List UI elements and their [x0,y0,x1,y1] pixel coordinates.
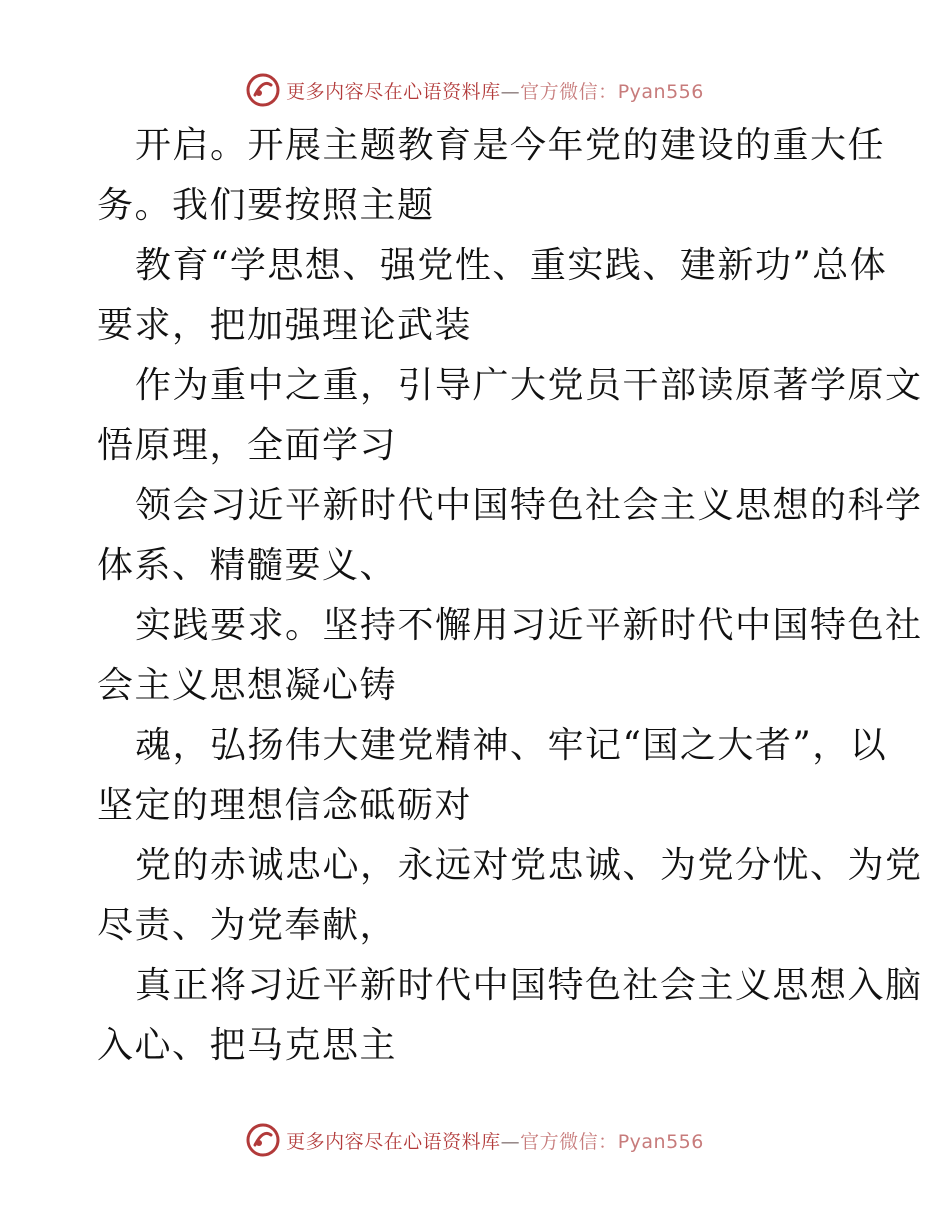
footer-wechat-label: 官方微信： [520,1130,618,1153]
footer-brand: 更多内容尽在心语资料库 [286,1130,501,1153]
body-line: 领会习近平新时代中国特色社会主义思想的科学 [135,485,923,526]
body-line: 要求，把加强理论武装 [97,305,473,346]
body-line: 体系、精髓要义、 [97,545,398,586]
body-line: 开启。开展主题教育是今年党的建设的重大任 [135,125,886,166]
footer-watermark-text [286,1127,704,1154]
body-line: 党的赤诚忠心，永远对党忠诚、为党分忧、为党 [135,845,923,886]
body-line: 会主义思想凝心铸 [97,665,398,706]
header-wechat-id: Pyan556 [617,80,704,103]
brand-logo-icon [246,73,280,107]
footer-wechat-id: Pyan556 [617,1130,704,1153]
header-brand: 更多内容尽在心语资料库 [286,80,501,103]
footer-watermark [0,1120,950,1160]
header-watermark-text [286,77,704,104]
header-watermark [0,70,950,110]
body-line: 作为重中之重，引导广大党员干部读原著学原文 [135,365,923,406]
body-line: 魂，弘扬伟大建党精神、牢记“国之大者”，以 [135,725,888,766]
brand-logo-icon [246,1123,280,1157]
body-line: 悟原理，全面学习 [97,425,398,466]
body-line: 真正将习近平新时代中国特色社会主义思想入脑 [135,965,923,1006]
body-line: 入心、把马克思主 [97,1025,398,1066]
header-wechat-label: 官方微信： [520,80,618,103]
document-body [97,116,923,1076]
body-line: 坚定的理想信念砥砺对 [97,785,473,826]
body-line: 务。我们要按照主题 [97,185,435,226]
header-separator: — [500,80,521,103]
body-line: 尽责、为党奉献， [97,905,398,946]
footer-separator: — [500,1130,521,1153]
body-line: 实践要求。坚持不懈用习近平新时代中国特色社 [135,605,923,646]
body-line: 教育“学思想、强党性、重实践、建新功”总体 [135,245,888,286]
